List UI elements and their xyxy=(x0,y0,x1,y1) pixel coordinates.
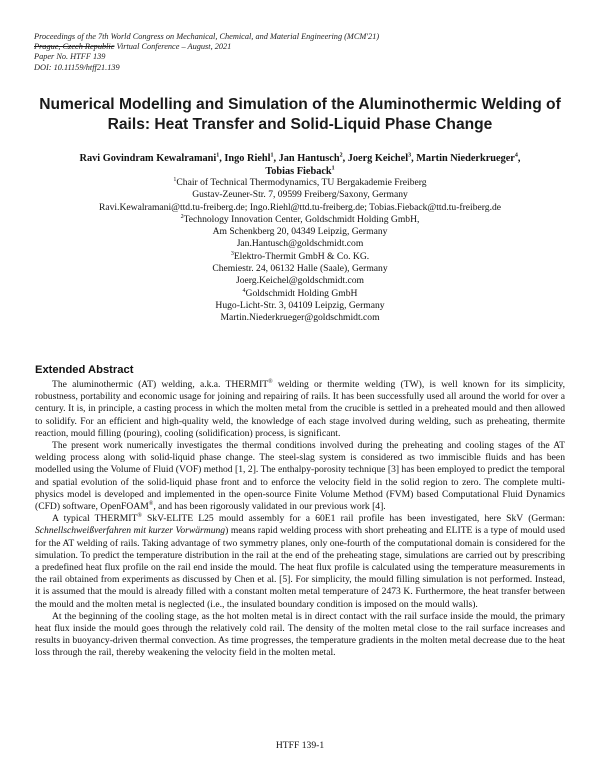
affiliation-2-email: Jan.Hantusch@goldschmidt.com xyxy=(236,238,364,250)
affiliation-4-email: Martin.Niederkrueger@goldschmidt.com xyxy=(220,312,380,324)
author-affil-mark: 4 xyxy=(514,152,518,159)
text-run: A typical THERMIT xyxy=(52,513,138,525)
text-run: SkV-ELITE L25 mould assembly for a 60E1 rail profile has been investigated, here SkV (German: xyxy=(141,513,565,525)
header-virtual-conference: Virtual Conference – August, 2021 xyxy=(114,42,232,52)
author-name: Tobias Fieback xyxy=(265,166,332,177)
affil-number: 4 xyxy=(242,287,246,294)
paragraph-1 xyxy=(35,379,565,440)
author-list xyxy=(30,152,570,178)
authors-line-1 xyxy=(30,152,570,165)
affiliation-2-org xyxy=(30,214,570,226)
text-run: ) means rapid welding process with short preheating and ELITE is a type of mould used for the AT welding of rails. Taking advantage of two symmetry planes, only one-fourth of the computational domain is considered for the simulation. To predict the temperature distribution in the rail at the end of the preheating stage, simulations are carried out by prescribing a predefined heat flux profile on the rail end inside the mould. The heat flux profile is calculated using the temperature measurements in the rail obtained from experiments as discussed by Chen et al. [5]. For simplicity, the mould filling simulation is not performed. Instead, it is assumed that the mould is already filled with a constant molten metal temperature of 2473 K. Furthermore, the heat transfer between the mould and the molten metal is neglected (i.e., the insulated boundary condition is imposed on the mould walls). xyxy=(35,525,566,610)
affiliation-3-email: Joerg.Keichel@goldschmidt.com xyxy=(235,275,365,287)
paragraph-3 xyxy=(35,513,565,611)
author-name: , Jan Hantusch xyxy=(273,153,340,164)
affiliation-1-emails: Ravi.Kewalramani@ttd.tu-freiberg.de; Ingo.Riehl@ttd.tu-freiberg.de; Tobias.Fieback@ttd.tu-freiberg.de xyxy=(98,201,502,213)
paper-title xyxy=(30,95,570,135)
proceedings-header xyxy=(34,32,379,73)
text-run: , and has been rigorously validated in our previous work [4]. xyxy=(153,501,386,513)
affiliation-4-address: Hugo-Licht-Str. 3, 04109 Leipzig, Germany xyxy=(215,299,385,311)
paragraph-4: At the beginning of the cooling stage, as the hot molten metal is in direct contact with the rail surface inside the mould, the primary heat flux inside the mould goes through the relatively cold rail. The density of the molten metal close to the rail surface increases and results in buoyancy-driven thermal convection. As time progresses, the temperature gradients in the molten metal decrease due to the heat loss through the rail, thereby weakening the velocity field in the molten metal. xyxy=(35,610,565,659)
section-heading: Extended Abstract xyxy=(35,364,134,376)
registered-mark: ® xyxy=(268,378,273,385)
title-line-1: Numerical Modelling and Simulation of the Aluminothermic Welding of xyxy=(39,96,561,113)
affiliations xyxy=(30,177,570,325)
author-affil-mark: 1 xyxy=(331,165,335,172)
affil-org-text: Chair of Technical Thermodynamics, TU Bergakademie Freiberg xyxy=(176,177,427,188)
author-name: Ravi Govindram Kewalramani xyxy=(79,153,217,164)
author-name: , Joerg Keichel xyxy=(342,153,409,164)
affil-org-text: Goldschmidt Holding GmbH xyxy=(245,287,358,299)
affiliation-1-org xyxy=(30,177,570,189)
affil-org-text: Elektro-Thermit GmbH & Co. KG. xyxy=(233,250,370,262)
paragraph-2 xyxy=(35,440,565,513)
affil-number: 3 xyxy=(230,250,234,257)
author-affil-mark: 1 xyxy=(216,152,220,159)
author-affil-mark: 1 xyxy=(270,152,274,159)
affiliation-3-org xyxy=(30,251,570,263)
italic-term: Schnellschweißverfahren mit kurzer Vorwärmung xyxy=(35,525,226,537)
text-run: The present work numerically investigates the thermal conditions involved during the preheating and cooling stages of the AT welding process along with solid-liquid phase change. The steel-slag system is considered as two immiscible fluids and has been modelled using the Volume of Fluid (VOF) method [1, 2]. The enthalpy-porosity technique [3] has been employed to predict the temporal and spatial evolution of the solid-liquid phase front and to enforce the velocity field in the solid region to zero. The complete multi-physics model is developed and implemented in the open-source Finite Volume Method (FVM) based Computational Fluid Dynamics (CFD) software, OpenFOAM xyxy=(35,440,565,513)
author-name: , Martin Niederkrueger xyxy=(411,153,515,164)
author-name: , Ingo Riehl xyxy=(219,153,271,164)
header-paper-number: Paper No. HTFF 139 xyxy=(34,52,106,62)
header-struck-location: Prague, Czech Republic xyxy=(34,42,115,52)
registered-mark: ® xyxy=(137,513,142,520)
affil-org-text: Technology Innovation Center, Goldschmidt Holding GmbH, xyxy=(183,213,420,225)
header-line-2 xyxy=(34,42,379,52)
affil-number: 2 xyxy=(180,213,184,220)
page-footer: HTFF 139-1 xyxy=(275,740,325,751)
affil-number: 1 xyxy=(173,176,177,183)
author-separator: , xyxy=(517,153,521,164)
affiliation-3-address: Chemiestr. 24, 06132 Halle (Saale), Germany xyxy=(212,263,388,275)
author-affil-mark: 2 xyxy=(339,152,343,159)
text-run: The aluminothermic (AT) welding, a.k.a. THERMIT xyxy=(52,379,269,390)
affiliation-2-address: Am Schenkberg 20, 04349 Leipzig, Germany xyxy=(212,226,388,238)
abstract-body xyxy=(35,379,565,660)
header-doi: DOI: 10.11159/htff21.139 xyxy=(34,62,120,72)
header-line-1: Proceedings of the 7th World Congress on Mechanical, Chemical, and Material Engineering (MCM'21) xyxy=(34,32,380,41)
affiliation-1-address: Gustav-Zeuner-Str. 7, 09599 Freiberg/Saxony, Germany xyxy=(192,189,408,201)
registered-mark: ® xyxy=(148,500,154,507)
title-line-2: Rails: Heat Transfer and Solid-Liquid Phase Change xyxy=(107,116,493,133)
text-run: welding or thermite welding (TW), is well known for its simplicity, robustness, portability and economic usage for joining and repairing of rails. It has been successfully used all around the world for over a century. It is, in principle, a casting process in which the molten metal from the crucible is settled in a preheated mould and then allowed to solidify. For an efficient and high-quality weld, the knowledge of each stage involved during welding, such as preheating, thermite reaction, mould filling (pouring), cooling (solidification) process, is significant. xyxy=(35,379,565,439)
author-affil-mark: 3 xyxy=(408,152,412,159)
affiliation-4-org xyxy=(30,288,570,300)
